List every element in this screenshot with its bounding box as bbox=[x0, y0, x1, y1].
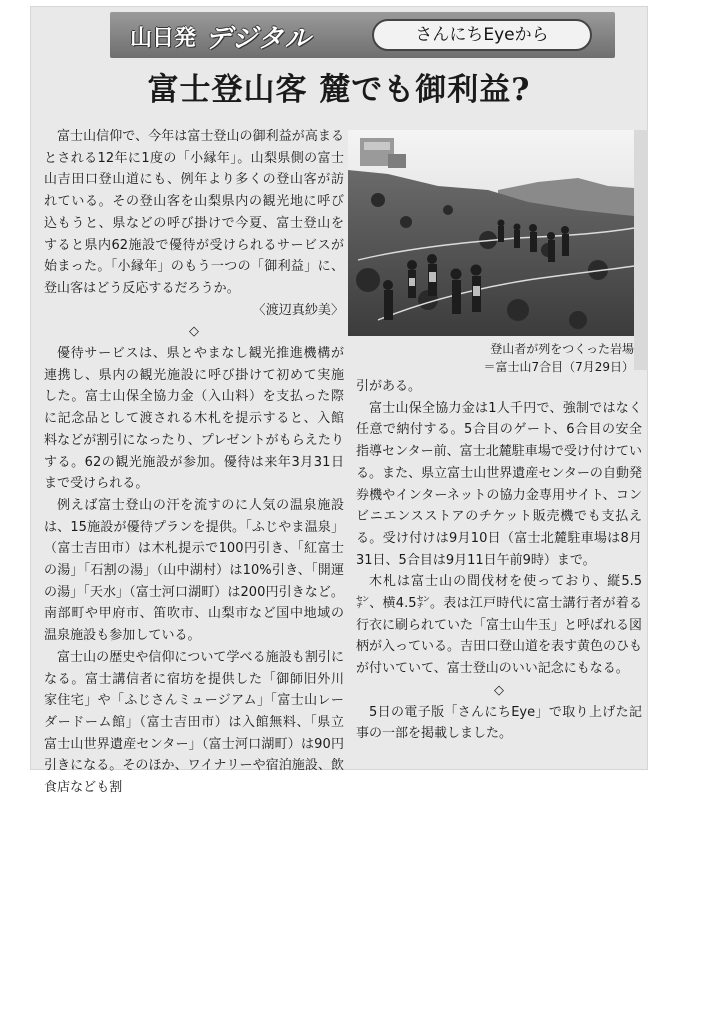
section-separator: ◇ bbox=[188, 324, 200, 340]
caption-line-2: ＝富士山7合目（7月29日） bbox=[483, 360, 634, 374]
paragraph-3-continued: 引がある。 bbox=[356, 379, 422, 394]
headline: 富士登山客 麓でも御利益? bbox=[147, 72, 531, 108]
adjacent-article-edge bbox=[634, 130, 648, 370]
caption-line-1: 登山者が列をつくった岩場 bbox=[490, 342, 634, 356]
climbers-photo bbox=[348, 130, 634, 336]
section-banner bbox=[110, 12, 615, 58]
photo-caption bbox=[348, 340, 634, 376]
section-separator-2: ◇ bbox=[494, 682, 504, 698]
lead-paragraph: 富士山信仰で、今年は富士登山の御利益が高まるとされる12年に1度の「小縁年」。山梨県側の富士山吉田口登山道にも、例年より多くの登山客が訪れている。その登山客を山梨県内の観光地に呼び込もうと、県などの呼び掛けで今夏、富士登山をすると県内62施設で優待が受けられるサービスが始まった。「小縁年」のもう一つの「御利益」に、登山客はどう反応するだろうか。 bbox=[44, 129, 344, 296]
paragraph-1: 優待サービスは、県とやまなし観光推進機構が連携し、県内の観光施設に呼び掛けて初めて実施した。富士山保全協力金（入山料）を支払った際に記念品として渡される木札を提示すると、入館料などが割引になったり、プレゼントがもらえたりする。62の観光施設が参加。優待は来年3月31日まで受けられる。 bbox=[44, 346, 344, 492]
byline: 〈渡辺真紗美〉 bbox=[252, 302, 344, 318]
newspaper-clipping bbox=[30, 6, 648, 796]
brand-part2: デジタル bbox=[205, 24, 312, 54]
mountain-photo-image bbox=[348, 130, 634, 336]
paragraph-5: 木札は富士山の間伐材を使っており、縦5.5㌢、横4.5㌢。表は江戸時代に富士講行者が着る行衣に刷られていた「富士山牛玉」と呼ばれる図柄が入っている。吉田口登山道を表す黄色のひもが付いていて、富士登山のいい記念にもなる。 bbox=[356, 574, 643, 677]
paragraph-6: 5日の電子版「さんにちEye」で取り上げた記事の一部を掲載しました。 bbox=[356, 704, 642, 742]
paragraph-3: 富士山の歴史や信仰について学べる施設も割引になる。富士講信者に宿坊を提供した「御師旧外川家住宅」や「ふじさんミュージアム」「富士山レーダードーム館」（富士吉田市）は入館無料、「県立富士山世界遺産センター」（富士河口湖町）は90円引きになる。そのほか、ワイナリーや宿泊施設、飲食店なども割 bbox=[44, 649, 344, 796]
article-column-left bbox=[44, 126, 344, 799]
sannichi-eye-badge: さんにちEyeから bbox=[372, 19, 592, 51]
paragraph-4: 富士山保全協力金は1人千円で、強制ではなく任意で納付する。5合目のゲート、6合目の安全指導センター前、富士北麓駐車場で受け付けている。また、県立富士山世界遺産センターの自動発券機やインターネットの協力金専用サイト、コンビニエンスストアのチケット販売機でも支払える。受け付けは9月10日（富士北麓駐車場は8月31日、5合目は9月11日午前9時）まで。 bbox=[356, 400, 642, 568]
brand-part1: 山日発 bbox=[130, 26, 197, 51]
article-column-right bbox=[356, 376, 642, 745]
paragraph-2: 例えば富士登山の汗を流すのに人気の温泉施設は、15施設が優待プランを提供。「ふじやま温泉」（富士吉田市）は木札提示で100円引き、「紅富士の湯」「石割の湯」（山中湖村）は10%引き、「開運の湯」「天水」（富士河口湖町）は200円引きなど。南部町や甲府市、笛吹市、山梨市など国中地域の温泉施設も参加している。 bbox=[44, 497, 344, 644]
section-brand bbox=[110, 18, 315, 52]
